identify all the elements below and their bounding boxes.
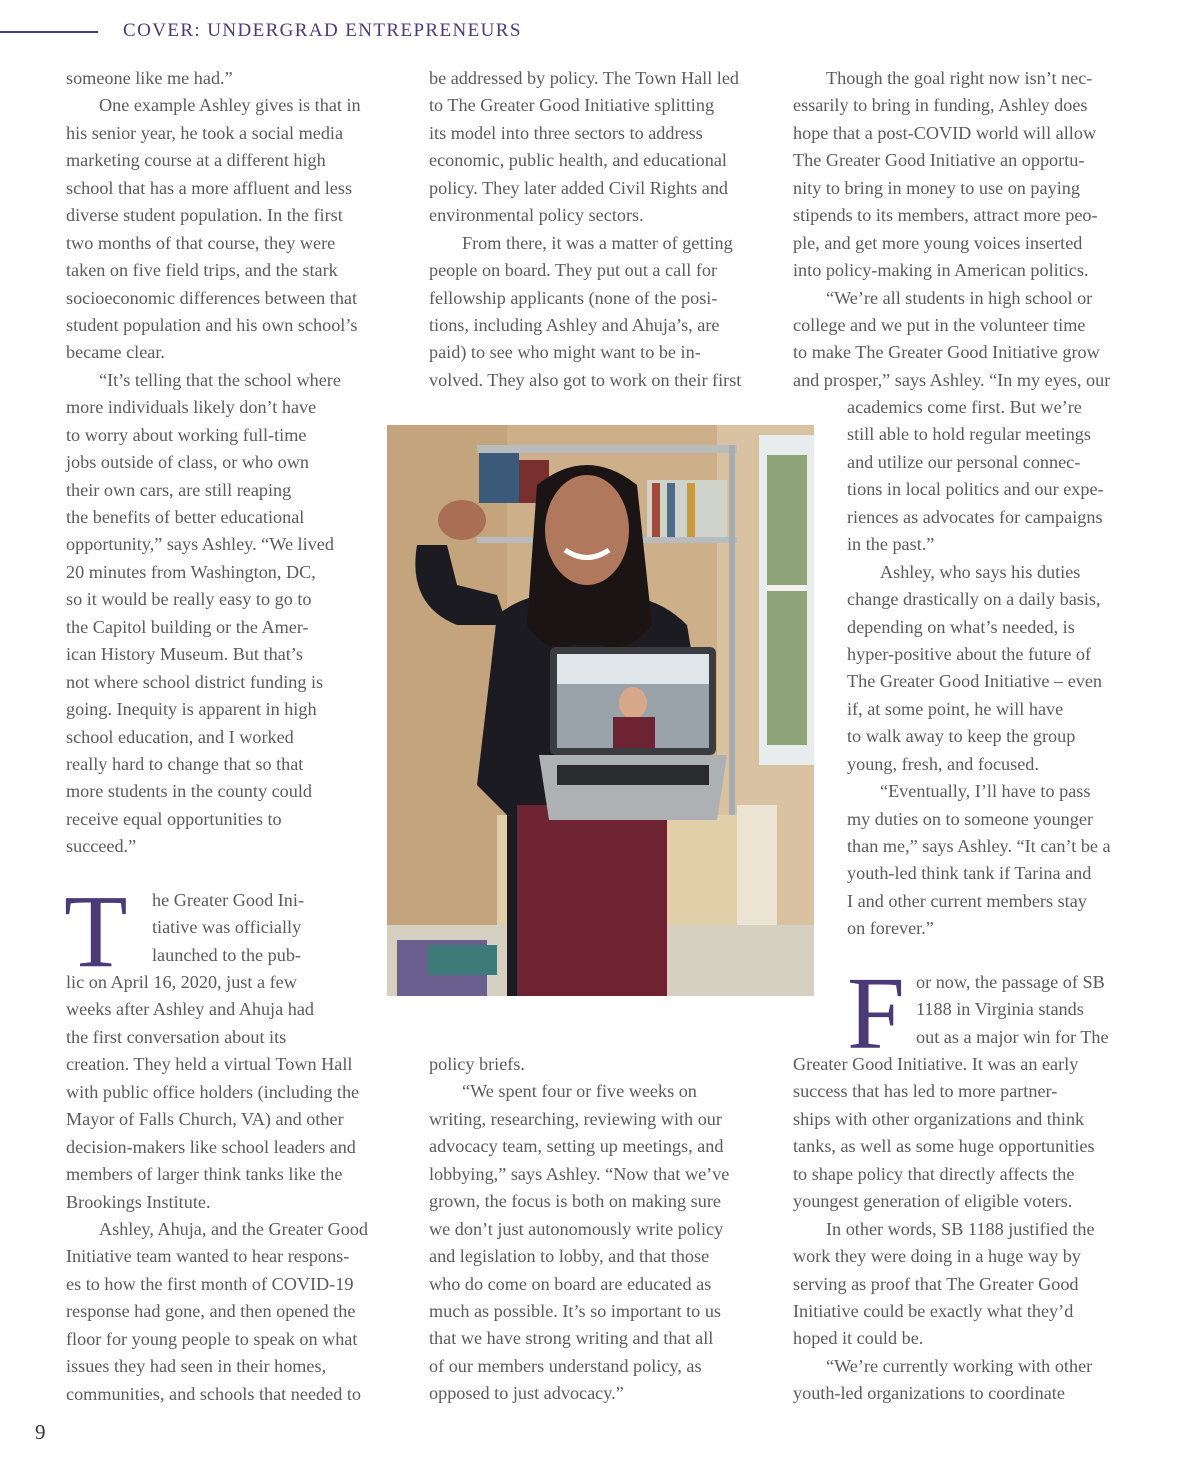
text-line: creation. They held a virtual Town Hall (66, 1054, 353, 1075)
text-line: tions, including Ashley and Ahuja’s, are (429, 314, 720, 335)
text-line: the first conversation about its (66, 1026, 287, 1047)
text-line: so it would be really easy to go to (66, 589, 312, 610)
text-line: we don’t just autonomously write policy (429, 1218, 724, 1239)
text-line: school that has a more affluent and less (66, 177, 353, 198)
text-line: policy. They later added Civil Rights and (429, 177, 729, 198)
text-line: its model into three sectors to address (429, 122, 703, 143)
text-line: became clear. (66, 342, 165, 363)
section-header: COVER: UNDERGRAD ENTREPRENEURS (123, 20, 522, 41)
text-line: grown, the focus is both on making sure (429, 1191, 721, 1212)
text-line: es to how the first month of COVID-19 (66, 1273, 354, 1294)
header-rule (0, 31, 98, 33)
text-line: weeks after Ashley and Ahuja had (66, 999, 314, 1020)
text-line: be addressed by policy. The Town Hall led (429, 68, 740, 88)
text-line: young, fresh, and focused. (847, 753, 1039, 774)
text-line: out as a major win for The (916, 1026, 1109, 1047)
text-line: hoped it could be. (793, 1328, 924, 1349)
text-line: two months of that course, they were (66, 232, 336, 253)
text-line: marketing course at a different high (66, 150, 326, 171)
text-line: really hard to change that so that (66, 753, 304, 774)
text-line: volved. They also got to work on their first (429, 369, 742, 390)
right-column-top (793, 65, 1143, 394)
text-line: communities, and schools that needed to (66, 1383, 361, 1404)
text-line: I and other current members stay (847, 890, 1087, 911)
text-line: lobbying,” says Ashley. “Now that we’ve (429, 1163, 730, 1184)
text-line: much as possible. It’s so important to us (429, 1300, 721, 1321)
text-line: the benefits of better educational (66, 507, 305, 527)
text-line: opportunity,” says Ashley. “We lived (66, 534, 334, 555)
text-line: people on board. They put out a call for (429, 260, 718, 281)
text-line: “We’re all students in high school or (826, 287, 1093, 308)
text-line: to worry about working full-time (66, 424, 307, 445)
text-line: fellowship applicants (none of the posi- (429, 287, 718, 308)
text-line: environmental policy sectors. (429, 205, 644, 226)
text-line: Mayor of Falls Church, VA) and other (66, 1109, 344, 1130)
text-line: writing, researching, reviewing with our (429, 1108, 722, 1129)
text-line: tions in local politics and our expe- (847, 479, 1104, 500)
text-line: with public office holders (including the (66, 1081, 360, 1102)
text-line: ican History Museum. But that’s (66, 644, 303, 665)
text-line: essarily to bring in funding, Ashley does (793, 95, 1088, 116)
text-line: diverse student population. In the first (66, 205, 343, 226)
text-line: and utilize our personal connec- (847, 451, 1081, 472)
text-line: tiative was officially (152, 917, 302, 938)
text-line: and prosper,” says Ashley. “In my eyes, our (793, 369, 1111, 390)
text-line: receive equal opportunities to (66, 808, 282, 829)
left-column (66, 65, 406, 861)
text-line: on forever.” (847, 918, 934, 939)
text-line: than me,” says Ashley. “It can’t be a (847, 836, 1111, 856)
text-line: my duties on to someone younger (847, 808, 1094, 829)
text-line: hope that a post-COVID world will allow (793, 122, 1097, 143)
text-line: “It’s telling that the school where (99, 369, 341, 390)
text-line: “We spent four or five weeks on (462, 1081, 697, 1102)
text-line: to walk away to keep the group (847, 726, 1076, 747)
middle-column-top (429, 65, 779, 394)
text-line: their own cars, are still reaping (66, 479, 292, 500)
text-line: Brookings Institute. (66, 1191, 211, 1212)
text-line: school education, and I worked (66, 726, 294, 747)
text-line: Though the goal right now isn’t nec- (826, 68, 1093, 88)
text-line: youth-led think tank if Tarina and (847, 863, 1092, 884)
photo-illustration (387, 425, 814, 996)
text-line: One example Ashley gives is that in (99, 95, 361, 116)
text-line: success that has led to more partner- (793, 1081, 1058, 1102)
right-column-inset (847, 394, 1147, 943)
text-line: if, at some point, he will have (847, 698, 1064, 719)
middle-column-bottom (429, 1051, 779, 1408)
text-line: members of larger think tanks like the (66, 1164, 343, 1185)
left-dropcap-lines (152, 887, 352, 969)
text-line: advocacy team, setting up meetings, and (429, 1136, 724, 1157)
text-line: Ashley, Ahuja, and the Greater Good (99, 1218, 369, 1239)
text-line: 20 minutes from Washington, DC, (66, 561, 316, 582)
text-line: riences as advocates for campaigns (847, 506, 1103, 527)
text-line: Initiative could be exactly what they’d (793, 1300, 1074, 1321)
text-line: to The Greater Good Initiative splitting (429, 95, 715, 116)
text-line: Ashley, who says his duties (880, 561, 1081, 582)
text-line: student population and his own school’s (66, 314, 358, 335)
text-line: not where school district funding is (66, 671, 324, 692)
text-line: college and we put in the volunteer time (793, 314, 1086, 335)
text-line: paid) to see who might want to be in- (429, 342, 701, 363)
text-line: tanks, as well as some huge opportunities (793, 1136, 1095, 1157)
text-line: and legislation to lobby, and that those (429, 1246, 710, 1267)
text-line: succeed.” (66, 836, 137, 857)
text-line: he Greater Good Ini- (152, 890, 305, 910)
text-line: or now, the passage of SB (916, 972, 1105, 992)
text-line: taken on five field trips, and the stark (66, 260, 338, 281)
text-line: opposed to just advocacy.” (429, 1383, 624, 1404)
text-line: hyper-positive about the future of (847, 643, 1092, 664)
dropcap-f: F (847, 956, 905, 1071)
feature-photo (387, 425, 814, 996)
text-line: to shape policy that directly affects the (793, 1163, 1075, 1184)
left-column-continued (66, 969, 406, 1408)
text-line: The Greater Good Initiative an opportu- (793, 150, 1085, 171)
text-line: still able to hold regular meetings (847, 424, 1091, 445)
text-line: of our members understand policy, as (429, 1355, 702, 1376)
text-line: floor for young people to speak on what (66, 1328, 358, 1349)
text-line: youngest generation of eligible voters. (793, 1191, 1073, 1212)
text-line: going. Inequity is apparent in high (66, 699, 317, 720)
text-line: jobs outside of class, or who own (66, 452, 309, 473)
text-line: depending on what’s needed, is (847, 616, 1075, 637)
right-dropcap-lines (916, 969, 1146, 1051)
text-line: work they were doing in a huge way by (793, 1246, 1081, 1267)
text-line: his senior year, he took a social media (66, 122, 344, 143)
page-number: 9 (35, 1420, 46, 1444)
text-line: in the past.” (847, 534, 935, 555)
text-line: lic on April 16, 2020, just a few (66, 972, 297, 992)
text-line: From there, it was a matter of getting (462, 232, 733, 253)
text-line: someone like me had.” (66, 68, 233, 88)
text-line: economic, public health, and educational (429, 150, 727, 171)
text-line: Initiative team wanted to hear respons- (66, 1246, 350, 1267)
text-line: ple, and get more young voices inserted (793, 232, 1083, 253)
text-line: “We’re currently working with other (826, 1355, 1093, 1376)
dropcap-t: T (64, 874, 128, 989)
text-line: issues they had seen in their homes, (66, 1356, 327, 1377)
text-line: 1188 in Virginia stands (916, 999, 1084, 1020)
text-line: policy briefs. (429, 1054, 525, 1074)
text-line: serving as proof that The Greater Good (793, 1273, 1079, 1294)
text-line: In other words, SB 1188 justified the (826, 1218, 1095, 1239)
text-line: The Greater Good Initiative – even (847, 671, 1103, 692)
text-line: more students in the county could (66, 781, 312, 802)
text-line: academics come first. But we’re (847, 397, 1082, 417)
text-line: stipends to its members, attract more peo- (793, 205, 1098, 226)
text-line: nity to bring in money to use on paying (793, 177, 1080, 198)
text-line: who do come on board are educated as (429, 1273, 712, 1294)
text-line: change drastically on a daily basis, (847, 589, 1101, 610)
text-line: response had gone, and then opened the (66, 1301, 356, 1322)
text-line: Greater Good Initiative. It was an early (793, 1054, 1079, 1074)
text-line: that we have strong writing and that all (429, 1328, 714, 1349)
text-line: launched to the pub- (152, 944, 301, 965)
text-line: into policy-making in American politics. (793, 260, 1089, 281)
text-line: to make The Greater Good Initiative grow (793, 342, 1100, 363)
text-line: the Capitol building or the Amer- (66, 616, 309, 637)
right-column-continued (793, 1051, 1143, 1408)
text-line: socioeconomic differences between that (66, 287, 358, 308)
text-line: youth-led organizations to coordinate (793, 1383, 1065, 1404)
text-line: ships with other organizations and think (793, 1108, 1085, 1129)
text-line: decision-makers like school leaders and (66, 1136, 356, 1157)
text-line: more individuals likely don’t have (66, 397, 317, 418)
text-line: “Eventually, I’ll have to pass (880, 781, 1091, 802)
